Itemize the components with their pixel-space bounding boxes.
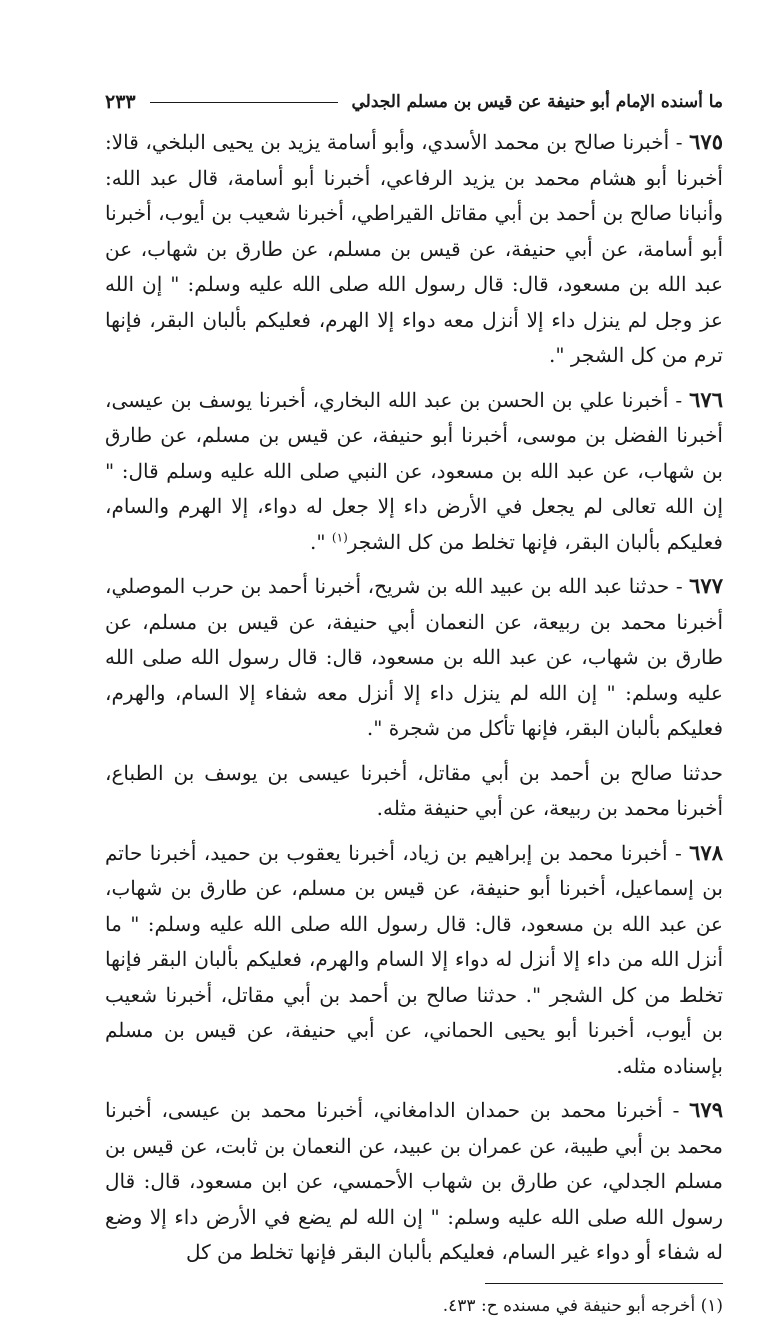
hadith-text: - حدثنا عبد الله بن عبيد الله بن شريح، أخبرنا أحمد بن حرب الموصلي، أخبرنا محمد بن ربيعة، عن النعمان أبي حنيفة، عن قيس بن مسلم، عن طارق بن شهاب، عن عبد الله بن مسعود، قال: قال رسول الله صلى الله عليه وسلم: " إن الله لم ينزل داء إلا أنزل معه شفاء إلا السام، والهرم، فعليكم بألبان البقر، فإنها تأكل من شجرة ". bbox=[105, 574, 723, 740]
hadith-text: - أخبرنا صالح بن محمد الأسدي، وأبو أسامة يزيد بن يحيى البلخي، قالا: أخبرنا أبو هشام محمد بن يزيد الرفاعي، أخبرنا أبو أسامة، قال عبد الله: وأنبانا صالح بن أحمد بن أبي مقاتل القيراطي، أخبرنا شعيب بن أيوب، أخبرنا أبو أسامة، عن أبي حنيفة، عن قيس بن مسلم، عن طارق بن شهاب، عن عبد الله بن مسعود، قال: قال رسول الله صلى الله عليه وسلم: " إن الله عز وجل لم ينزل داء إلا أنزل معه دواء إلا الهرم، فعليكم بألبان البقر، فإنها ترم من كل الشجر ". bbox=[105, 130, 723, 367]
hadith-text: - أخبرنا محمد بن حمدان الدامغاني، أخبرنا محمد بن عيسى، أخبرنا محمد بن أبي طيبة، عن عمران بن عبيد، عن النعمان بن ثابت، عن قيس بن مسلم الجدلي، عن طارق بن شهاب الأحمسي، عن ابن مسعود، قال: قال رسول الله صلى الله عليه وسلم: " إن الله لم يضع في الأرض داء إلا وضع له شفاء أو دواء غير السام، فعليكم بألبان البقر فإنها تخلط من كل bbox=[105, 1098, 723, 1264]
running-title: ما أسنده الإمام أبو حنيفة عن قيس بن مسلم الجدلي bbox=[351, 92, 723, 112]
hadith-677-alt-chain bbox=[105, 755, 723, 827]
hadith-675 bbox=[105, 124, 723, 374]
hadith-number: ٦٧٦ bbox=[689, 386, 723, 412]
hadith-679 bbox=[105, 1092, 723, 1271]
hadith-677 bbox=[105, 568, 723, 747]
hadith-number: ٦٧٩ bbox=[689, 1097, 723, 1122]
page-number: ٢٣٣ bbox=[105, 91, 136, 113]
hadith-text-end: ". bbox=[310, 529, 332, 554]
main-text bbox=[105, 124, 723, 1271]
book-page bbox=[105, 88, 723, 1318]
footnote: (١) أخرجه أبو حنيفة في مسنده ح: ٤٣٣. bbox=[442, 1295, 723, 1316]
hadith-676 bbox=[105, 382, 723, 561]
footnote-separator bbox=[485, 1283, 723, 1284]
hadith-text: - أخبرنا محمد بن إبراهيم بن زياد، أخبرنا يعقوب بن حميد، أخبرنا حاتم بن إسماعيل، أخبرنا أبو حنيفة، عن قيس بن مسلم، عن طارق بن شهاب، عن عبد الله بن مسعود، قال: قال رسول الله صلى الله عليه وسلم: " ما أنزل الله من داء إلا أنزل له دواء إلا السام والهرم، فعليكم بألبان البقر فإنها تخلط من كل الشجر ". حدثنا صالح بن أحمد بن أبي مقاتل، أخبرنا شعيب بن أيوب، أخبرنا أبو يحيى الحماني، عن أبي حنيفة، عن قيس بن مسلم بإسناده مثله. bbox=[105, 840, 723, 1078]
hadith-number: ٦٧٧ bbox=[689, 573, 723, 598]
hadith-text: حدثنا صالح بن أحمد بن أبي مقاتل، أخبرنا عيسى بن يوسف بن الطباع، أخبرنا محمد بن ربيعة، عن أبي حنيفة مثله. bbox=[105, 760, 723, 820]
header-rule bbox=[150, 102, 338, 103]
hadith-number: ٦٧٥ bbox=[689, 129, 723, 154]
running-header bbox=[105, 88, 723, 116]
hadith-number: ٦٧٨ bbox=[689, 839, 723, 865]
footnote-marker[interactable]: (١) bbox=[331, 529, 348, 544]
hadith-text: - أخبرنا علي بن الحسن بن عبد الله البخاري، أخبرنا يوسف بن عيسى، أخبرنا الفضل بن موسى، أخبرنا أبو حنيفة، عن قيس بن مسلم، عن طارق بن شهاب، عن عبد الله بن مسعود، عن النبي صلى الله عليه وسلم قال: " إن الله تعالى لم يجعل في الأرض داء إلا جعل له دواء، إلا الهرم والسام، فعليكم بألبان البقر، فإنها تخلط من كل الشجر bbox=[105, 387, 723, 554]
hadith-678 bbox=[105, 835, 723, 1085]
